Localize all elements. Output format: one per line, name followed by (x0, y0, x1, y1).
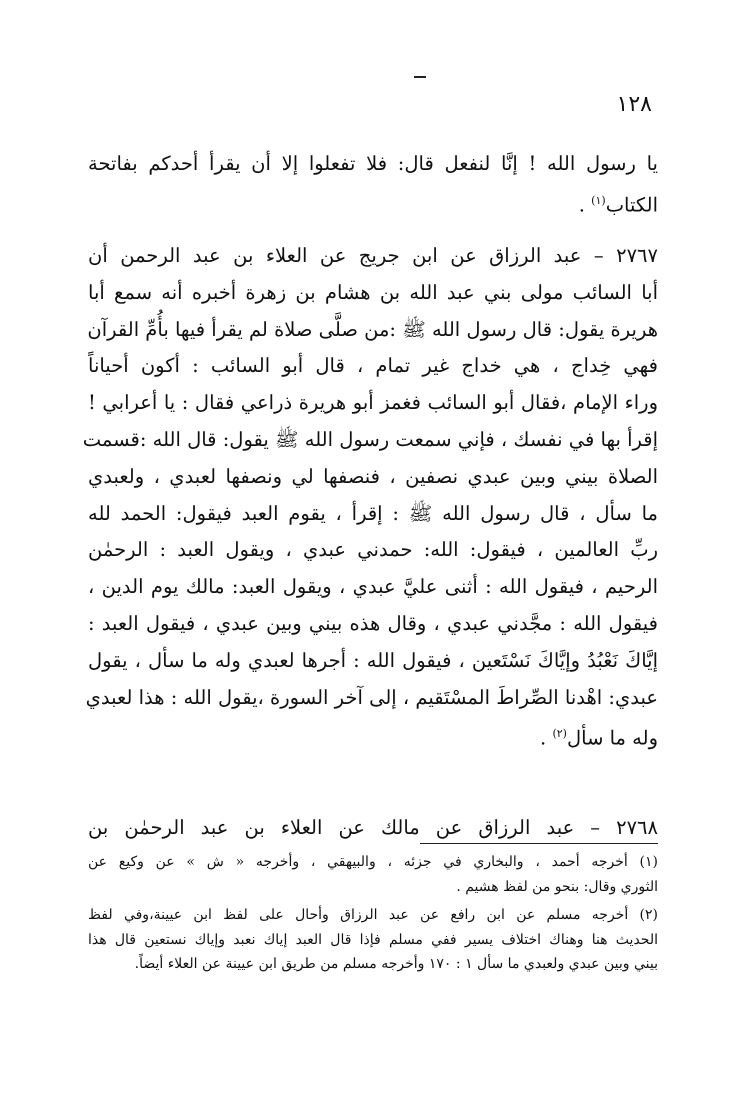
hadith-2767 (82, 238, 658, 758)
footnote-line: بيني وبين عبدي ولعبدي ما سأل ١ : ١٧٠ وأخرجه مسلم من طريق ابن عيينة عن العلاء أيضاً. (134, 956, 658, 972)
text-line: الرحيم ، فيقول الله : أثنى عليَّ عبدي ، ويقول العبد: مالك يوم الدين ، (88, 575, 658, 599)
text-line: أبا السائب مولى بني عبد الله بن هشام بن زهرة أخبره أنه سمع أبا (88, 280, 658, 304)
footnote-2 (88, 903, 658, 977)
text-fragment: وله ما سأل (566, 726, 658, 750)
footnotes (88, 850, 658, 977)
text-line: ربِّ العالمين ، فيقول: الله: حمدني عبدي ، ويقول العبد : الرحمٰن (88, 538, 658, 562)
text-line: فيقول الله : مجَّدني عبدي ، وقال هذه بيني وبين عبدي ، فيقول العبد : (88, 611, 658, 635)
top-mark (414, 76, 426, 78)
text-line: وراء الإمام ،فقال أبو السائب فغمز أبو هريرة ذراعي فقال : يا أعرابي ! (88, 391, 658, 415)
footnote-ref-1[interactable]: (١) (591, 193, 606, 207)
text-line (88, 716, 658, 757)
text-line: إيَّاكَ نَعْبُدُ وإيَّاكَ نَسْتَعين ، فيقول الله : أجرها لعبدي وله ما سأل ، يقول (88, 648, 658, 672)
hadith-2768 (88, 810, 658, 847)
footnote-line: (٢) أخرجه مسلم عن ابن رافع عن عبد الرزاق وأحال على لفظ ابن عيينة،وفي لفظ (88, 907, 658, 923)
text-line: ٢٧٦٧ – عبد الرزاق عن ابن جريج عن العلاء بن عبد الرحمن أن (88, 244, 658, 267)
page-number: ١٢٨ (616, 92, 652, 117)
text-line: هريرة يقول: قال رسول الله ﷺ :من صلَّى صلاة لم يقرأ فيها بأُمِّ القرآن (87, 317, 658, 341)
footnote-divider (420, 843, 658, 844)
footnote-line: (١) أخرجه أحمد ، والبخاري في جزئه ، والبيهقي ، وأخرجه « ش » عن وكيع عن (88, 854, 658, 870)
footnote-line: الحديث هنا وهناك اختلاف يسير ففي مسلم فإذا قال العبد إياك نعبد وإياك نستعين قال هذا (88, 931, 658, 948)
text-line: الصلاة بيني وبين عبدي نصفين ، فنصفها لي ونصفها لعبدي ، ولعبدي (88, 464, 658, 488)
text-line: إقرأ بها في نفسك ، فإني سمعت رسول الله ﷺ يقول: قال الله :قسمت (82, 427, 658, 451)
text-line: عبدي: اهْدنا الصِّراطَ المسْتَقيم ، إلى آخر السورة ،يقول الله : هذا لعبدي (85, 685, 658, 709)
text-line: ٢٧٦٨ – عبد الرزاق عن مالك عن العلاء بن عبد الرحمٰن بن (88, 816, 658, 839)
text-line: ما سأل ، قال رسول الله ﷺ : إقرأ ، يقوم العبد فيقول: الحمد لله (88, 501, 658, 525)
text-fragment: . (540, 726, 553, 750)
footnote-line: الثوري وقال: بنحو من لفظ هشيم . (456, 878, 658, 895)
text-line: فهي خِداج ، هي خداج غير تمام ، قال أبو السائب : أكون أحياناً (88, 354, 658, 378)
text-line: يا رسول الله ! إنَّا لنفعل قال: فلا تفعلوا إلا أن يقرأ أحدكم بفاتحة (88, 152, 658, 175)
intro-paragraph (88, 146, 658, 224)
footnote-1 (88, 850, 658, 899)
text-fragment: الكتاب (605, 193, 658, 217)
text-fragment: . (578, 193, 592, 217)
text-line (88, 183, 658, 224)
footnote-ref-2[interactable]: (٢) (552, 727, 567, 741)
